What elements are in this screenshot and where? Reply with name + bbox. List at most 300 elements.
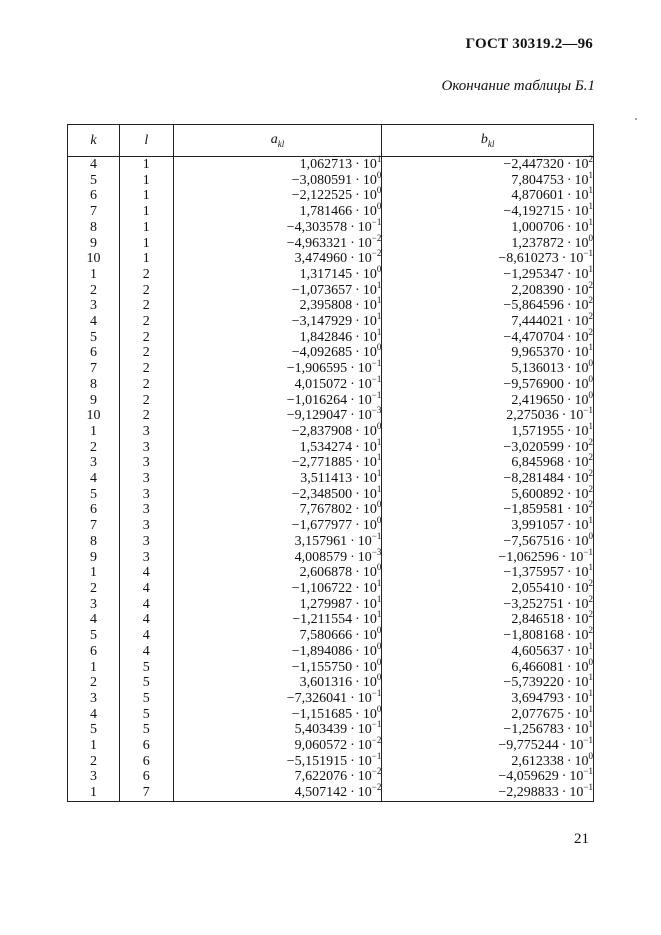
cell-a-kl: [173, 279, 382, 299]
mantissa: 6,466081: [511, 659, 564, 675]
exponent: 1: [376, 452, 382, 463]
cell-k: 5: [68, 330, 120, 346]
mantissa: 9,060572: [294, 738, 348, 754]
cell-l: 2: [119, 314, 173, 330]
table-row: [68, 738, 594, 754]
multiply-sign: ·: [566, 376, 572, 392]
cell-k: 2: [68, 581, 120, 597]
table-row: [68, 518, 594, 534]
mantissa: 2,275036: [506, 408, 559, 424]
cell-k: 4: [68, 157, 120, 173]
table-row: [68, 393, 594, 409]
mantissa: −2,447320: [503, 157, 564, 172]
cell-b-kl: [382, 750, 594, 770]
multiply-sign: ·: [566, 486, 572, 502]
table-row: [68, 769, 594, 785]
base: 10: [574, 298, 589, 314]
table-row: [68, 298, 594, 314]
mantissa: 3,601316: [299, 675, 353, 691]
cell-k: 8: [68, 534, 120, 550]
cell-b-kl: [382, 546, 594, 566]
mantissa: 1,317145: [299, 266, 353, 282]
cell-k: 6: [68, 644, 120, 660]
base: 10: [574, 471, 589, 487]
column-header-k: k: [68, 125, 120, 157]
cell-l: 1: [119, 220, 173, 236]
cell-a-kl: [173, 201, 382, 220]
multiply-sign: ·: [355, 345, 360, 361]
multiply-sign: ·: [355, 423, 360, 439]
cell-l: 5: [119, 691, 173, 707]
cell-a-kl: [173, 640, 382, 660]
base: 10: [357, 753, 372, 769]
exponent: 0: [588, 656, 593, 667]
exponent: 2: [588, 483, 593, 494]
cell-b-kl: [382, 201, 594, 220]
base: 10: [574, 455, 589, 471]
cell-b-kl: [382, 389, 594, 409]
mantissa: 4,507142: [294, 785, 348, 801]
mantissa: 1,279987: [299, 596, 353, 612]
cell-b-kl: [382, 405, 594, 424]
multiply-sign: ·: [566, 314, 572, 330]
exponent: 0: [588, 750, 593, 761]
exponent: 1: [588, 719, 593, 730]
exponent: −1: [371, 389, 382, 400]
multiply-sign: ·: [566, 643, 572, 659]
table-row: [68, 283, 594, 299]
base: 10: [569, 408, 584, 424]
mantissa: 7,767802: [299, 502, 353, 518]
mantissa: 2,419650: [511, 392, 564, 408]
multiply-sign: ·: [566, 361, 572, 377]
base: 10: [362, 675, 377, 691]
base: 10: [574, 706, 589, 722]
mantissa: −1,256783: [503, 722, 564, 738]
base: 10: [362, 502, 377, 518]
table-row: [68, 785, 594, 801]
base: 10: [569, 785, 584, 801]
cell-a-kl: [173, 154, 382, 173]
table-continuation-caption: Окончание таблицы Б.1: [441, 78, 595, 94]
mantissa: −1,859581: [503, 502, 564, 518]
cell-b-kl: [382, 640, 594, 660]
exponent: 0: [376, 640, 382, 651]
table-row: [68, 236, 594, 252]
cell-a-kl: [173, 687, 382, 707]
cell-k: 7: [68, 361, 120, 377]
exponent: −2: [371, 735, 382, 746]
exponent: 1: [376, 326, 382, 337]
table-row: [68, 487, 594, 503]
cell-a-kl: [173, 499, 382, 518]
cell-b-kl: [382, 452, 594, 471]
mantissa: 2,055410: [511, 580, 564, 596]
exponent: 2: [588, 609, 593, 620]
multiply-sign: ·: [561, 408, 567, 424]
multiply-sign: ·: [355, 172, 360, 188]
base: 10: [362, 706, 377, 722]
multiply-sign: ·: [561, 769, 567, 785]
base: 10: [574, 753, 589, 769]
cell-b-kl: [382, 515, 594, 534]
cell-k: 1: [68, 267, 120, 283]
multiply-sign: ·: [355, 471, 360, 487]
edge-mark: [635, 118, 637, 120]
multiply-sign: ·: [350, 376, 355, 392]
base: 10: [574, 612, 589, 628]
cell-a-kl: [173, 358, 382, 377]
base: 10: [574, 486, 589, 502]
base: 10: [357, 722, 372, 738]
cell-a-kl: [173, 263, 382, 283]
mantissa: 7,580666: [299, 628, 353, 644]
cell-k: 2: [68, 283, 120, 299]
cell-l: 4: [119, 612, 173, 628]
cell-l: 2: [119, 345, 173, 361]
multiply-sign: ·: [355, 612, 360, 628]
multiply-sign: ·: [566, 282, 572, 298]
cell-l: 5: [119, 707, 173, 723]
base: 10: [362, 580, 377, 596]
exponent: 2: [588, 311, 593, 322]
base: 10: [362, 345, 377, 361]
mantissa: 7,444021: [511, 314, 564, 330]
cell-a-kl: [173, 483, 382, 503]
cell-b-kl: [382, 185, 594, 204]
cell-l: 2: [119, 283, 173, 299]
base: 10: [362, 565, 377, 581]
multiply-sign: ·: [566, 235, 572, 251]
cell-k: 4: [68, 707, 120, 723]
multiply-sign: ·: [355, 298, 360, 314]
exponent: 2: [588, 499, 593, 510]
exponent: 1: [588, 342, 593, 353]
mantissa: 1,062713: [299, 157, 353, 172]
cell-b-kl: [382, 248, 594, 267]
mantissa: 2,606878: [299, 565, 353, 581]
exponent: 0: [376, 562, 382, 573]
cell-k: 10: [68, 408, 120, 424]
base: 10: [569, 769, 584, 785]
cell-b-kl: [382, 232, 594, 252]
cell-k: 9: [68, 393, 120, 409]
multiply-sign: ·: [566, 596, 572, 612]
table-row: [68, 345, 594, 361]
cell-b-kl: [382, 358, 594, 377]
exponent: 0: [376, 499, 382, 510]
base: 10: [574, 628, 589, 644]
exponent: 1: [376, 436, 382, 447]
cell-l: 4: [119, 565, 173, 581]
mantissa: 4,605637: [511, 643, 564, 659]
base: 10: [357, 738, 372, 754]
exponent: 1: [588, 420, 593, 431]
multiply-sign: ·: [350, 533, 355, 549]
cell-b-kl: [382, 530, 594, 550]
document-code: ГОСТ 30319.2—96: [465, 36, 593, 52]
multiply-sign: ·: [566, 219, 572, 235]
base: 10: [362, 188, 377, 204]
multiply-sign: ·: [355, 628, 360, 644]
cell-b-kl: [382, 593, 594, 613]
cell-b-kl: [382, 468, 594, 487]
exponent: 0: [588, 530, 593, 541]
cell-k: 10: [68, 251, 120, 267]
base: 10: [357, 392, 372, 408]
multiply-sign: ·: [566, 628, 572, 644]
multiply-sign: ·: [355, 314, 360, 330]
cell-a-kl: [173, 609, 382, 628]
exponent: 1: [376, 311, 382, 322]
base: 10: [362, 486, 377, 502]
multiply-sign: ·: [350, 769, 355, 785]
mantissa: −3,080591: [291, 172, 353, 188]
multiply-sign: ·: [355, 282, 360, 298]
cell-k: 3: [68, 769, 120, 785]
base: 10: [357, 408, 372, 424]
mantissa: 3,694793: [511, 690, 564, 706]
exponent: −1: [371, 530, 382, 541]
table-row: [68, 644, 594, 660]
mantissa: 6,845968: [511, 455, 564, 471]
cell-b-kl: [382, 656, 594, 676]
exponent: 0: [376, 169, 382, 180]
multiply-sign: ·: [566, 329, 572, 345]
base: 10: [362, 439, 377, 455]
cell-a-kl: [173, 735, 382, 754]
exponent: 1: [588, 672, 593, 683]
mantissa: 7,804753: [511, 172, 564, 188]
cell-a-kl: [173, 169, 382, 189]
cell-a-kl: [173, 342, 382, 361]
exponent: −2: [371, 766, 382, 777]
table-row: [68, 534, 594, 550]
cell-k: 1: [68, 565, 120, 581]
cell-b-kl: [382, 625, 594, 644]
multiply-sign: ·: [561, 251, 567, 267]
base: 10: [357, 235, 372, 251]
table-row: [68, 204, 594, 220]
multiply-sign: ·: [350, 753, 355, 769]
multiply-sign: ·: [355, 675, 360, 691]
base: 10: [362, 314, 377, 330]
base: 10: [357, 361, 372, 377]
exponent: −3: [371, 405, 382, 416]
cell-a-kl: [173, 452, 382, 471]
mantissa: −2,348500: [291, 486, 353, 502]
multiply-sign: ·: [355, 455, 360, 471]
base: 10: [569, 549, 584, 565]
cell-b-kl: [382, 672, 594, 691]
base: 10: [574, 675, 589, 691]
multiply-sign: ·: [355, 486, 360, 502]
mantissa: −1,894086: [291, 643, 353, 659]
multiply-sign: ·: [566, 157, 572, 172]
exponent: 0: [376, 515, 382, 526]
exponent: 1: [588, 169, 593, 180]
mantissa: −1,151685: [291, 706, 353, 722]
exponent: 0: [376, 625, 382, 636]
base: 10: [362, 266, 377, 282]
table-row: [68, 754, 594, 770]
exponent: 1: [588, 562, 593, 573]
cell-k: 2: [68, 440, 120, 456]
cell-b-kl: [382, 609, 594, 628]
mantissa: 1,842846: [299, 329, 353, 345]
exponent: 0: [376, 672, 382, 683]
mantissa: −5,864596: [503, 298, 564, 314]
cell-a-kl: [173, 750, 382, 770]
table-row: [68, 377, 594, 393]
cell-l: 5: [119, 722, 173, 738]
exponent: 1: [588, 263, 593, 274]
mantissa: −1,906595: [286, 361, 348, 377]
multiply-sign: ·: [566, 612, 572, 628]
base: 10: [357, 219, 372, 235]
table-row: [68, 455, 594, 471]
base: 10: [362, 423, 377, 439]
base: 10: [574, 235, 589, 251]
multiply-sign: ·: [355, 596, 360, 612]
table-row: [68, 722, 594, 738]
cell-a-kl: [173, 216, 382, 236]
multiply-sign: ·: [355, 659, 360, 675]
base: 10: [574, 266, 589, 282]
cell-a-kl: [173, 389, 382, 409]
multiply-sign: ·: [350, 235, 355, 251]
multiply-sign: ·: [350, 738, 355, 754]
cell-k: 9: [68, 550, 120, 566]
base: 10: [574, 172, 589, 188]
multiply-sign: ·: [350, 251, 355, 267]
cell-b-kl: [382, 216, 594, 236]
column-header-a: $a_{kl}$: [173, 125, 382, 157]
mantissa: 5,136013: [511, 361, 564, 377]
table-row: [68, 440, 594, 456]
multiply-sign: ·: [350, 361, 355, 377]
cell-k: 6: [68, 345, 120, 361]
multiply-sign: ·: [566, 204, 572, 220]
multiply-sign: ·: [566, 455, 572, 471]
exponent: 0: [588, 373, 593, 384]
cell-k: 1: [68, 424, 120, 440]
cell-b-kl: [382, 703, 594, 723]
cell-k: 6: [68, 502, 120, 518]
base: 10: [362, 455, 377, 471]
base: 10: [574, 518, 589, 534]
cell-a-kl: [173, 468, 382, 487]
multiply-sign: ·: [566, 392, 572, 408]
cell-b-kl: [382, 263, 594, 283]
cell-l: 2: [119, 393, 173, 409]
exponent: −1: [583, 405, 593, 416]
exponent: 2: [588, 436, 593, 447]
exponent: 2: [588, 593, 593, 604]
mantissa: 9,965370: [511, 345, 564, 361]
multiply-sign: ·: [350, 408, 355, 424]
cell-k: 2: [68, 675, 120, 691]
exponent: 0: [376, 185, 382, 196]
mantissa: 1,781466: [299, 204, 353, 220]
base: 10: [362, 157, 377, 172]
cell-l: 3: [119, 550, 173, 566]
cell-b-kl: [382, 562, 594, 581]
cell-b-kl: [382, 279, 594, 299]
cell-a-kl: [173, 185, 382, 204]
base: 10: [574, 722, 589, 738]
cell-b-kl: [382, 373, 594, 393]
cell-k: 6: [68, 188, 120, 204]
base: 10: [574, 282, 589, 298]
mantissa: 2,612338: [511, 753, 564, 769]
mantissa: −4,303578: [286, 219, 348, 235]
exponent: 1: [588, 201, 593, 212]
exponent: −1: [371, 373, 382, 384]
cell-l: 7: [119, 785, 173, 801]
cell-a-kl: [173, 562, 382, 581]
mantissa: −1,155750: [291, 659, 353, 675]
table-row: [68, 581, 594, 597]
multiply-sign: ·: [566, 722, 572, 738]
table-row: [68, 157, 594, 173]
cell-k: 4: [68, 471, 120, 487]
cell-l: 3: [119, 455, 173, 471]
cell-k: 1: [68, 660, 120, 676]
cell-l: 3: [119, 534, 173, 550]
table-header-row: [68, 125, 594, 157]
cell-a-kl: [173, 295, 382, 314]
exponent: 0: [376, 420, 382, 431]
mantissa: 1,534274: [299, 439, 353, 455]
multiply-sign: ·: [566, 690, 572, 706]
cell-l: 2: [119, 330, 173, 346]
table-row: [68, 675, 594, 691]
cell-l: 1: [119, 173, 173, 189]
multiply-sign: ·: [566, 423, 572, 439]
exponent: 0: [588, 358, 593, 369]
cell-b-kl: [382, 420, 594, 440]
exponent: 1: [588, 703, 593, 714]
multiply-sign: ·: [355, 204, 360, 220]
table-row: [68, 707, 594, 723]
cell-a-kl: [173, 232, 382, 252]
base: 10: [574, 643, 589, 659]
exponent: −1: [583, 248, 593, 259]
base: 10: [574, 314, 589, 330]
mantissa: 1,237872: [511, 235, 564, 251]
cell-k: 5: [68, 487, 120, 503]
base: 10: [574, 423, 589, 439]
multiply-sign: ·: [355, 329, 360, 345]
cell-a-kl: [173, 656, 382, 676]
multiply-sign: ·: [566, 675, 572, 691]
exponent: 1: [588, 216, 593, 227]
base: 10: [574, 157, 589, 172]
mantissa: −9,576900: [503, 376, 564, 392]
cell-a-kl: [173, 373, 382, 393]
multiply-sign: ·: [561, 549, 567, 565]
mantissa: −3,147929: [291, 314, 353, 330]
cell-a-kl: [173, 546, 382, 566]
cell-l: 5: [119, 675, 173, 691]
cell-a-kl: [173, 436, 382, 456]
mantissa: −1,016264: [286, 392, 348, 408]
cell-k: 8: [68, 377, 120, 393]
cell-a-kl: [173, 326, 382, 346]
mantissa: 4,870601: [511, 188, 564, 204]
cell-a-kl: [173, 515, 382, 534]
